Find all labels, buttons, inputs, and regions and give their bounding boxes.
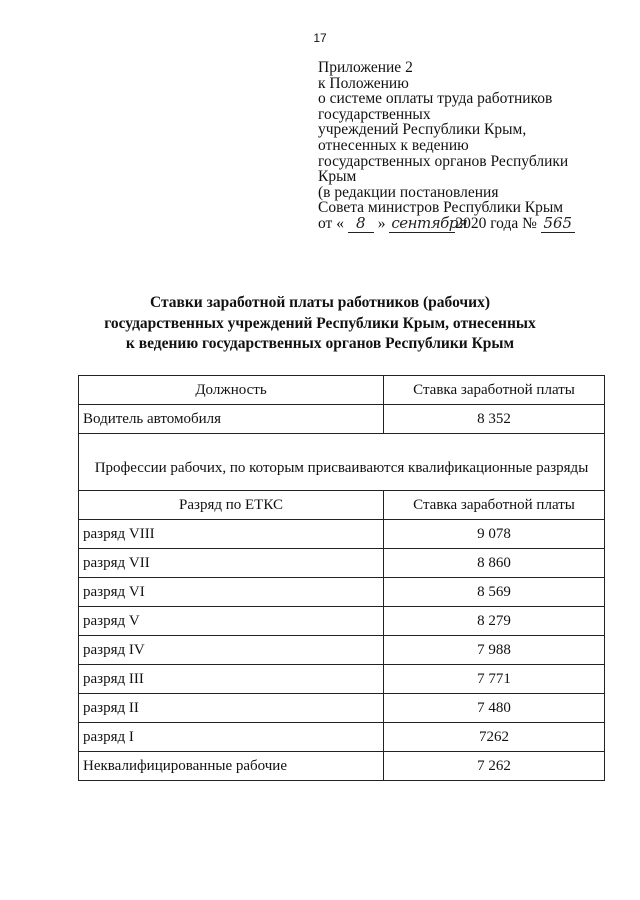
appendix-line: государственных органов Республики (318, 152, 569, 170)
title-line: государственных учреждений Республики Крым, отнесенных (104, 314, 536, 332)
rate-cell: 7 771 (384, 665, 605, 694)
grade-cell: разряд V (79, 607, 384, 636)
rate-cell: 7262 (384, 723, 605, 752)
rate-cell: 8 860 (384, 549, 605, 578)
appendix-line: о системе оплаты труда работников (318, 90, 553, 108)
table-row (79, 636, 605, 665)
date-year-text: 2020 года № (455, 214, 537, 232)
page-number: 17 (313, 31, 327, 45)
grade-cell: разряд VII (79, 549, 384, 578)
rate-cell: 7 988 (384, 636, 605, 665)
grade-cell: Неквалифицированные рабочие (79, 752, 384, 781)
rate-cell: 8 279 (384, 607, 605, 636)
rate-cell: 8 352 (384, 405, 605, 434)
table-row (79, 723, 605, 752)
table-row (79, 578, 605, 607)
document-title (60, 293, 580, 355)
table-header-row (79, 376, 605, 405)
grade-cell: разряд II (79, 694, 384, 723)
grade-cell: разряд IV (79, 636, 384, 665)
section-title-row (79, 434, 605, 491)
date-mid: » (377, 214, 386, 232)
table-subheader-row (79, 491, 605, 520)
appendix-line: (в редакции постановления (318, 183, 499, 201)
appendix-line: отнесенных к ведению (318, 136, 469, 154)
table-row (79, 520, 605, 549)
title-line: к ведению государственных органов Республики Крым (125, 335, 515, 352)
handwritten-day: 8 (348, 216, 374, 233)
appendix-line: учреждений Республики Крым, (318, 121, 527, 139)
appendix-line: к Положению (318, 74, 409, 92)
grade-cell: разряд VIII (79, 520, 384, 549)
table-row (79, 607, 605, 636)
position-cell: Водитель автомобиля (79, 405, 384, 434)
grade-cell: разряд III (79, 665, 384, 694)
appendix-line: государственных (318, 105, 431, 123)
table-row (79, 694, 605, 723)
appendix-line: Крым (318, 168, 357, 186)
grade-cell: разряд VI (79, 578, 384, 607)
subheader-rate: Ставка заработной платы (384, 491, 605, 520)
header-rate: Ставка заработной платы (384, 376, 605, 405)
appendix-block (318, 60, 588, 233)
grade-cell: разряд I (79, 723, 384, 752)
handwritten-number: 565 (541, 216, 575, 233)
header-position: Должность (79, 376, 384, 405)
appendix-line: Приложение 2 (318, 59, 413, 76)
table-row (79, 752, 605, 781)
subheader-grade: Разряд по ЕТКС (79, 491, 384, 520)
appendix-line: Совета министров Республики Крым (318, 199, 564, 217)
table-row (79, 405, 605, 434)
rate-cell: 8 569 (384, 578, 605, 607)
wage-rates-table (78, 375, 605, 781)
rate-cell: 9 078 (384, 520, 605, 549)
date-line (318, 213, 588, 233)
section-title: Профессии рабочих, по которым присваиваются квалификационные разряды (79, 434, 605, 491)
rate-cell: 7 480 (384, 694, 605, 723)
table-row (79, 665, 605, 694)
date-prefix: от « (318, 214, 344, 232)
handwritten-month: сентября (391, 213, 468, 232)
title-line: Ставки заработной платы работников (рабочих) (149, 294, 491, 311)
table-row (79, 549, 605, 578)
rate-cell: 7 262 (384, 752, 605, 781)
